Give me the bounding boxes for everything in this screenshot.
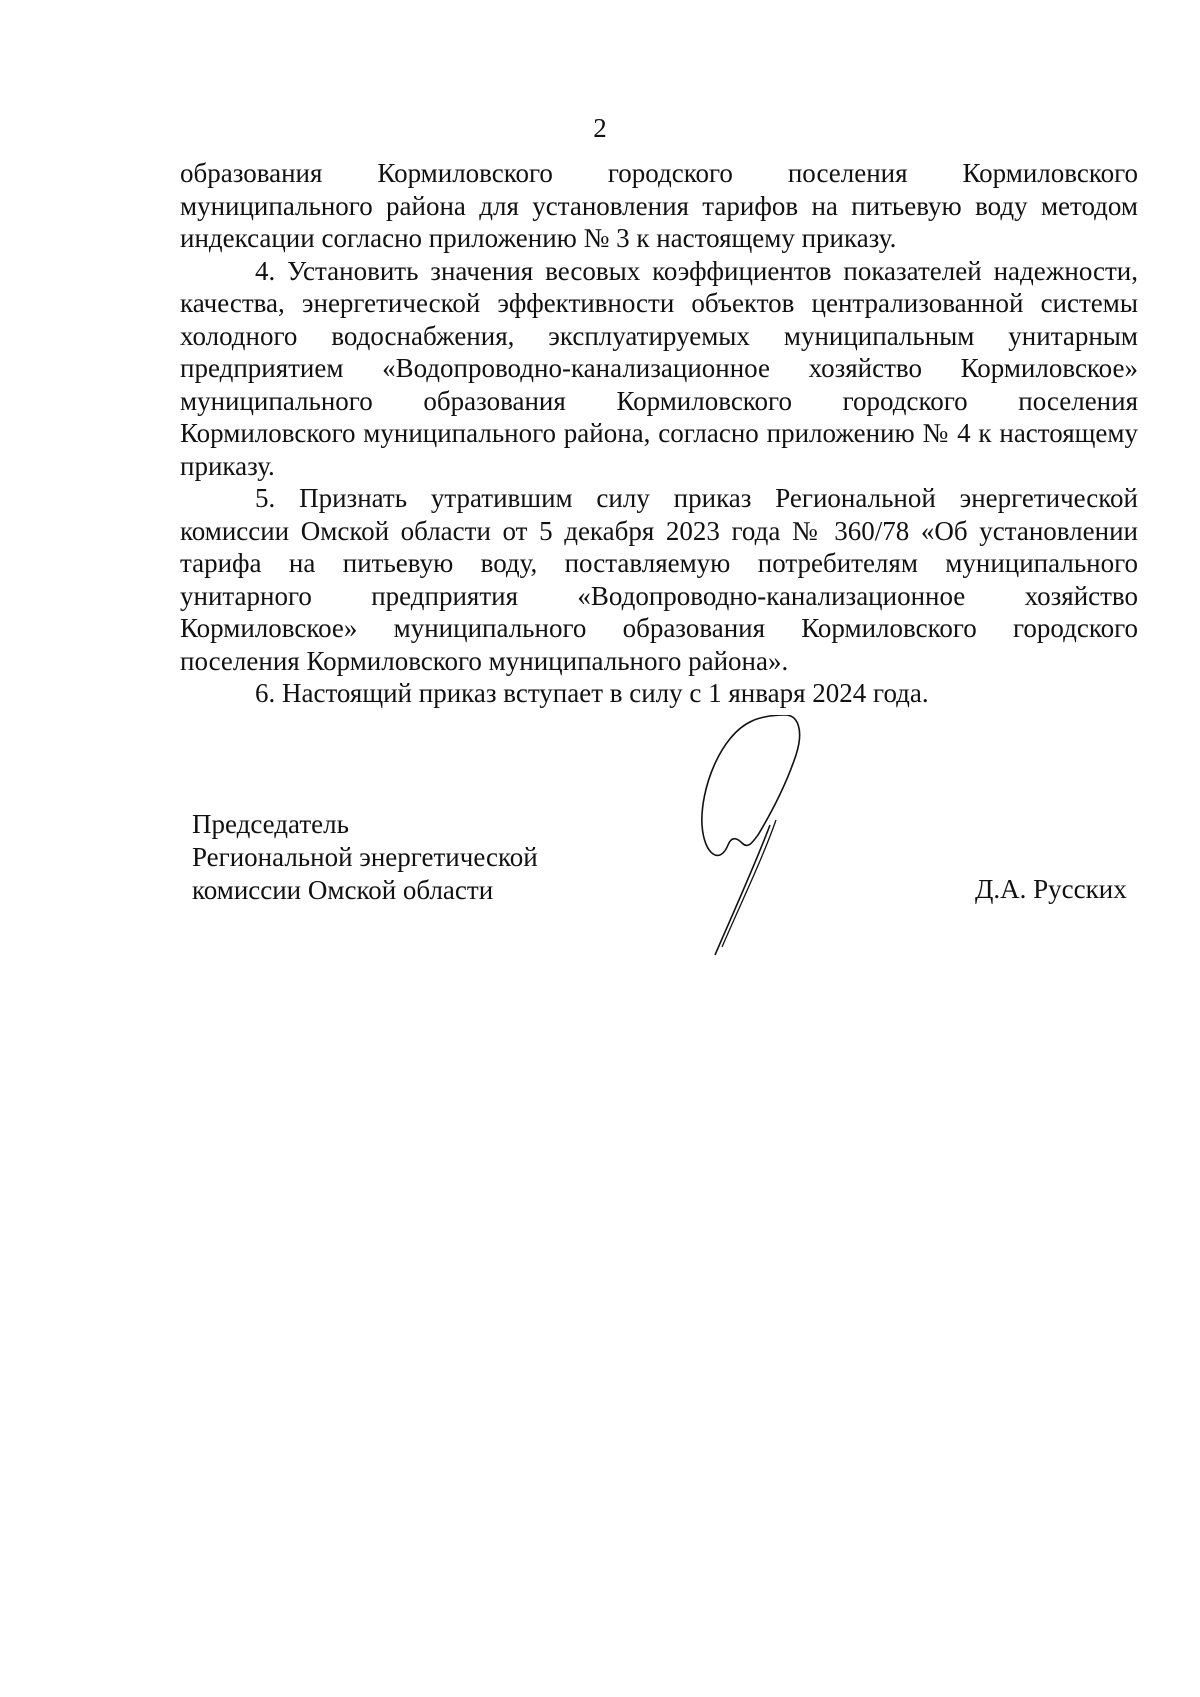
handwritten-signature	[700, 715, 860, 965]
paragraph-item-6: 6. Настоящий приказ вступает в силу с 1 января 2024 года.	[255, 678, 929, 708]
page-number: 2	[593, 113, 607, 143]
position-line: Региональной энергетической	[192, 842, 538, 872]
signer-name: Д.А. Русских	[975, 874, 1127, 904]
position-line: Председатель	[192, 809, 349, 839]
paragraph-continuation: образования Кормиловского городского поселения Кормиловского муниципального района для установления тарифов на питьевую воду методом индексации согласно приложению № 3 к настоящему приказу.	[180, 158, 1138, 253]
position-line: комиссии Омской области	[192, 875, 494, 905]
document-body	[180, 157, 1138, 710]
paragraph-item-5: 5. Признать утратившим силу приказ Региональной энергетической комиссии Омской области от 5 декабря 2023 года № 360/78 «Об установлении тарифа на питьевую воду, поставляемую потребителям муниципального унитарного предприятия «Водопроводно-канализационное хозяйство Кормиловское» муниципального образования Кормиловского городского поселения Кормиловского муниципального района».	[180, 483, 1138, 676]
signatory-position	[192, 808, 538, 907]
paragraph-item-4: 4. Установить значения весовых коэффициентов показателей надежности, качества, энергетической эффективности объектов централизованной системы холодного водоснабжения, эксплуатируемых муниципальным унитарным предприятием «Водопроводно-канализационное хозяйство Кормиловское» муниципального образования Кормиловского городского поселения Кормиловского муниципального района, согласно приложению № 4 к настоящему приказу.	[180, 255, 1138, 481]
